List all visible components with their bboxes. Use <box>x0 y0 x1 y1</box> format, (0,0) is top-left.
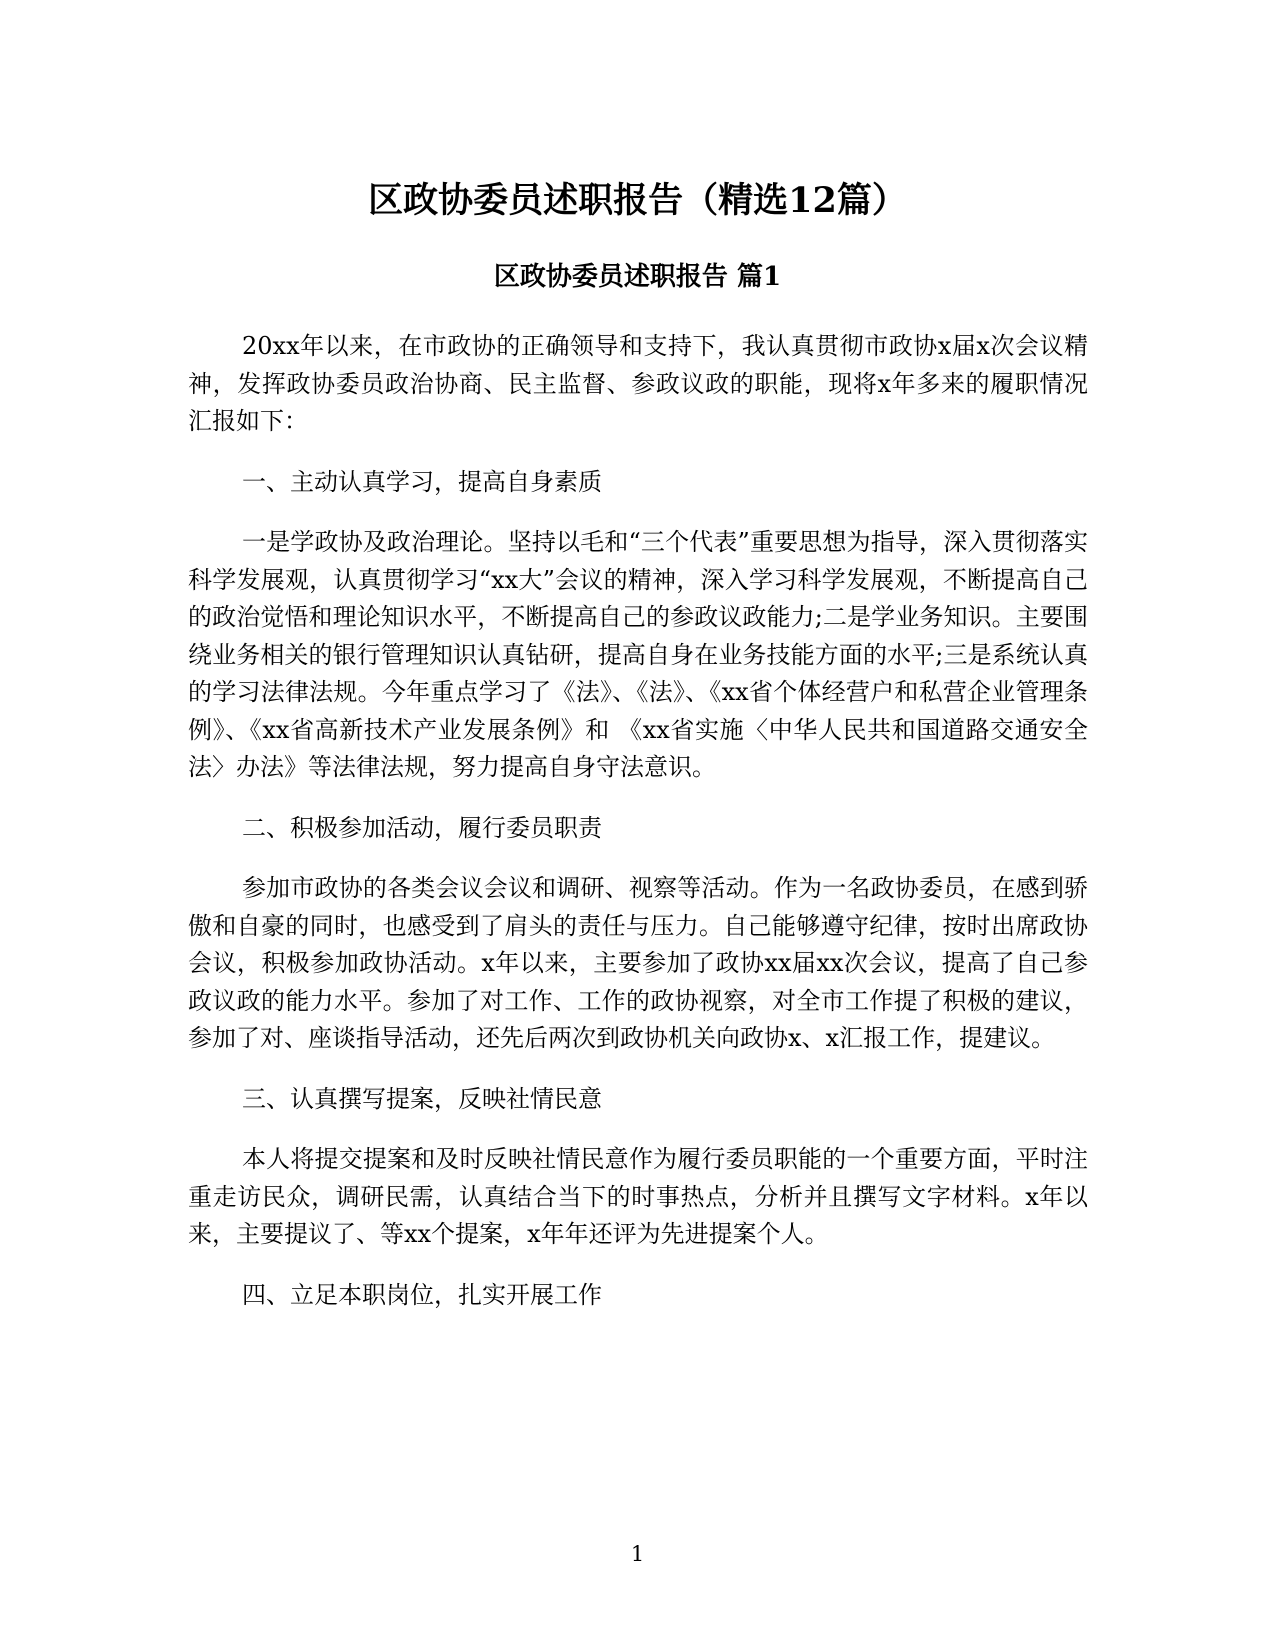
heading-study: 一、主动认真学习，提高自身素质 <box>242 467 602 496</box>
heading-proposals: 三、认真撰写提案，反映社情民意 <box>242 1084 602 1113</box>
heading-work: 四、立足本职岗位，扎实开展工作 <box>242 1280 602 1309</box>
paragraph-activities: 参加市政协的各类会议会议和调研、视察等活动。作为一名政协委员，在感到骄傲和自豪的同时，也感受到了肩头的责任与压力。自己能够遵守纪律，按时出席政协会议，积极参加政协活动。x年以来，主要参加了政协xx届xx次会议，提高了自己参政议政的能力水平。参加了对工作、工作的政协视察，对全市工作提了积极的建议，参加了对、座谈指导活动，还先后两次到政协机关向政协x、x汇报工作，提建议。 <box>188 874 1088 1052</box>
paragraph-proposals: 本人将提交提案和及时反映社情民意作为履行委员职能的一个重要方面，平时注重走访民众，调研民需，认真结合当下的时事热点，分析并且撰写文字材料。x年以来，主要提议了、等xx个提案，x年年还评为先进提案个人。 <box>188 1145 1088 1248</box>
heading-activities: 二、积极参加活动，履行委员职责 <box>242 813 602 842</box>
document-body <box>188 328 1088 1337</box>
document-title: 区政协委员述职报告（精选12篇） <box>368 180 907 221</box>
section-title: 区政协委员述职报告 篇1 <box>493 262 782 292</box>
page-number: 1 <box>630 1542 645 1566</box>
paragraph-study: 一是学政协及政治理论。坚持以毛和“三个代表”重要思想为指导，深入贯彻落实科学发展观，认真贯彻学习“xx大”会议的精神，深入学习科学发展观，不断提高自己的政治觉悟和理论知识水平，不断提高自己的参政议政能力;二是学业务知识。主要围绕业务相关的银行管理知识认真钻研，提高自身在业务技能方面的水平;三是系统认真的学习法律法规。今年重点学习了《法》、《法》、《xx省个体经营户和私营企业管理条例》、《xx省高新技术产业发展条例》和 《xx省实施〈中华人民共和国道路交通安全法〉办法》等法律法规，努力提高自身守法意识。 <box>188 528 1088 781</box>
paragraph-intro: 20xx年以来，在市政协的正确领导和支持下，我认真贯彻市政协x届x次会议精神，发挥政协委员政治协商、民主监督、参政议政的职能，现将x年多来的履职情况汇报如下： <box>188 332 1088 435</box>
